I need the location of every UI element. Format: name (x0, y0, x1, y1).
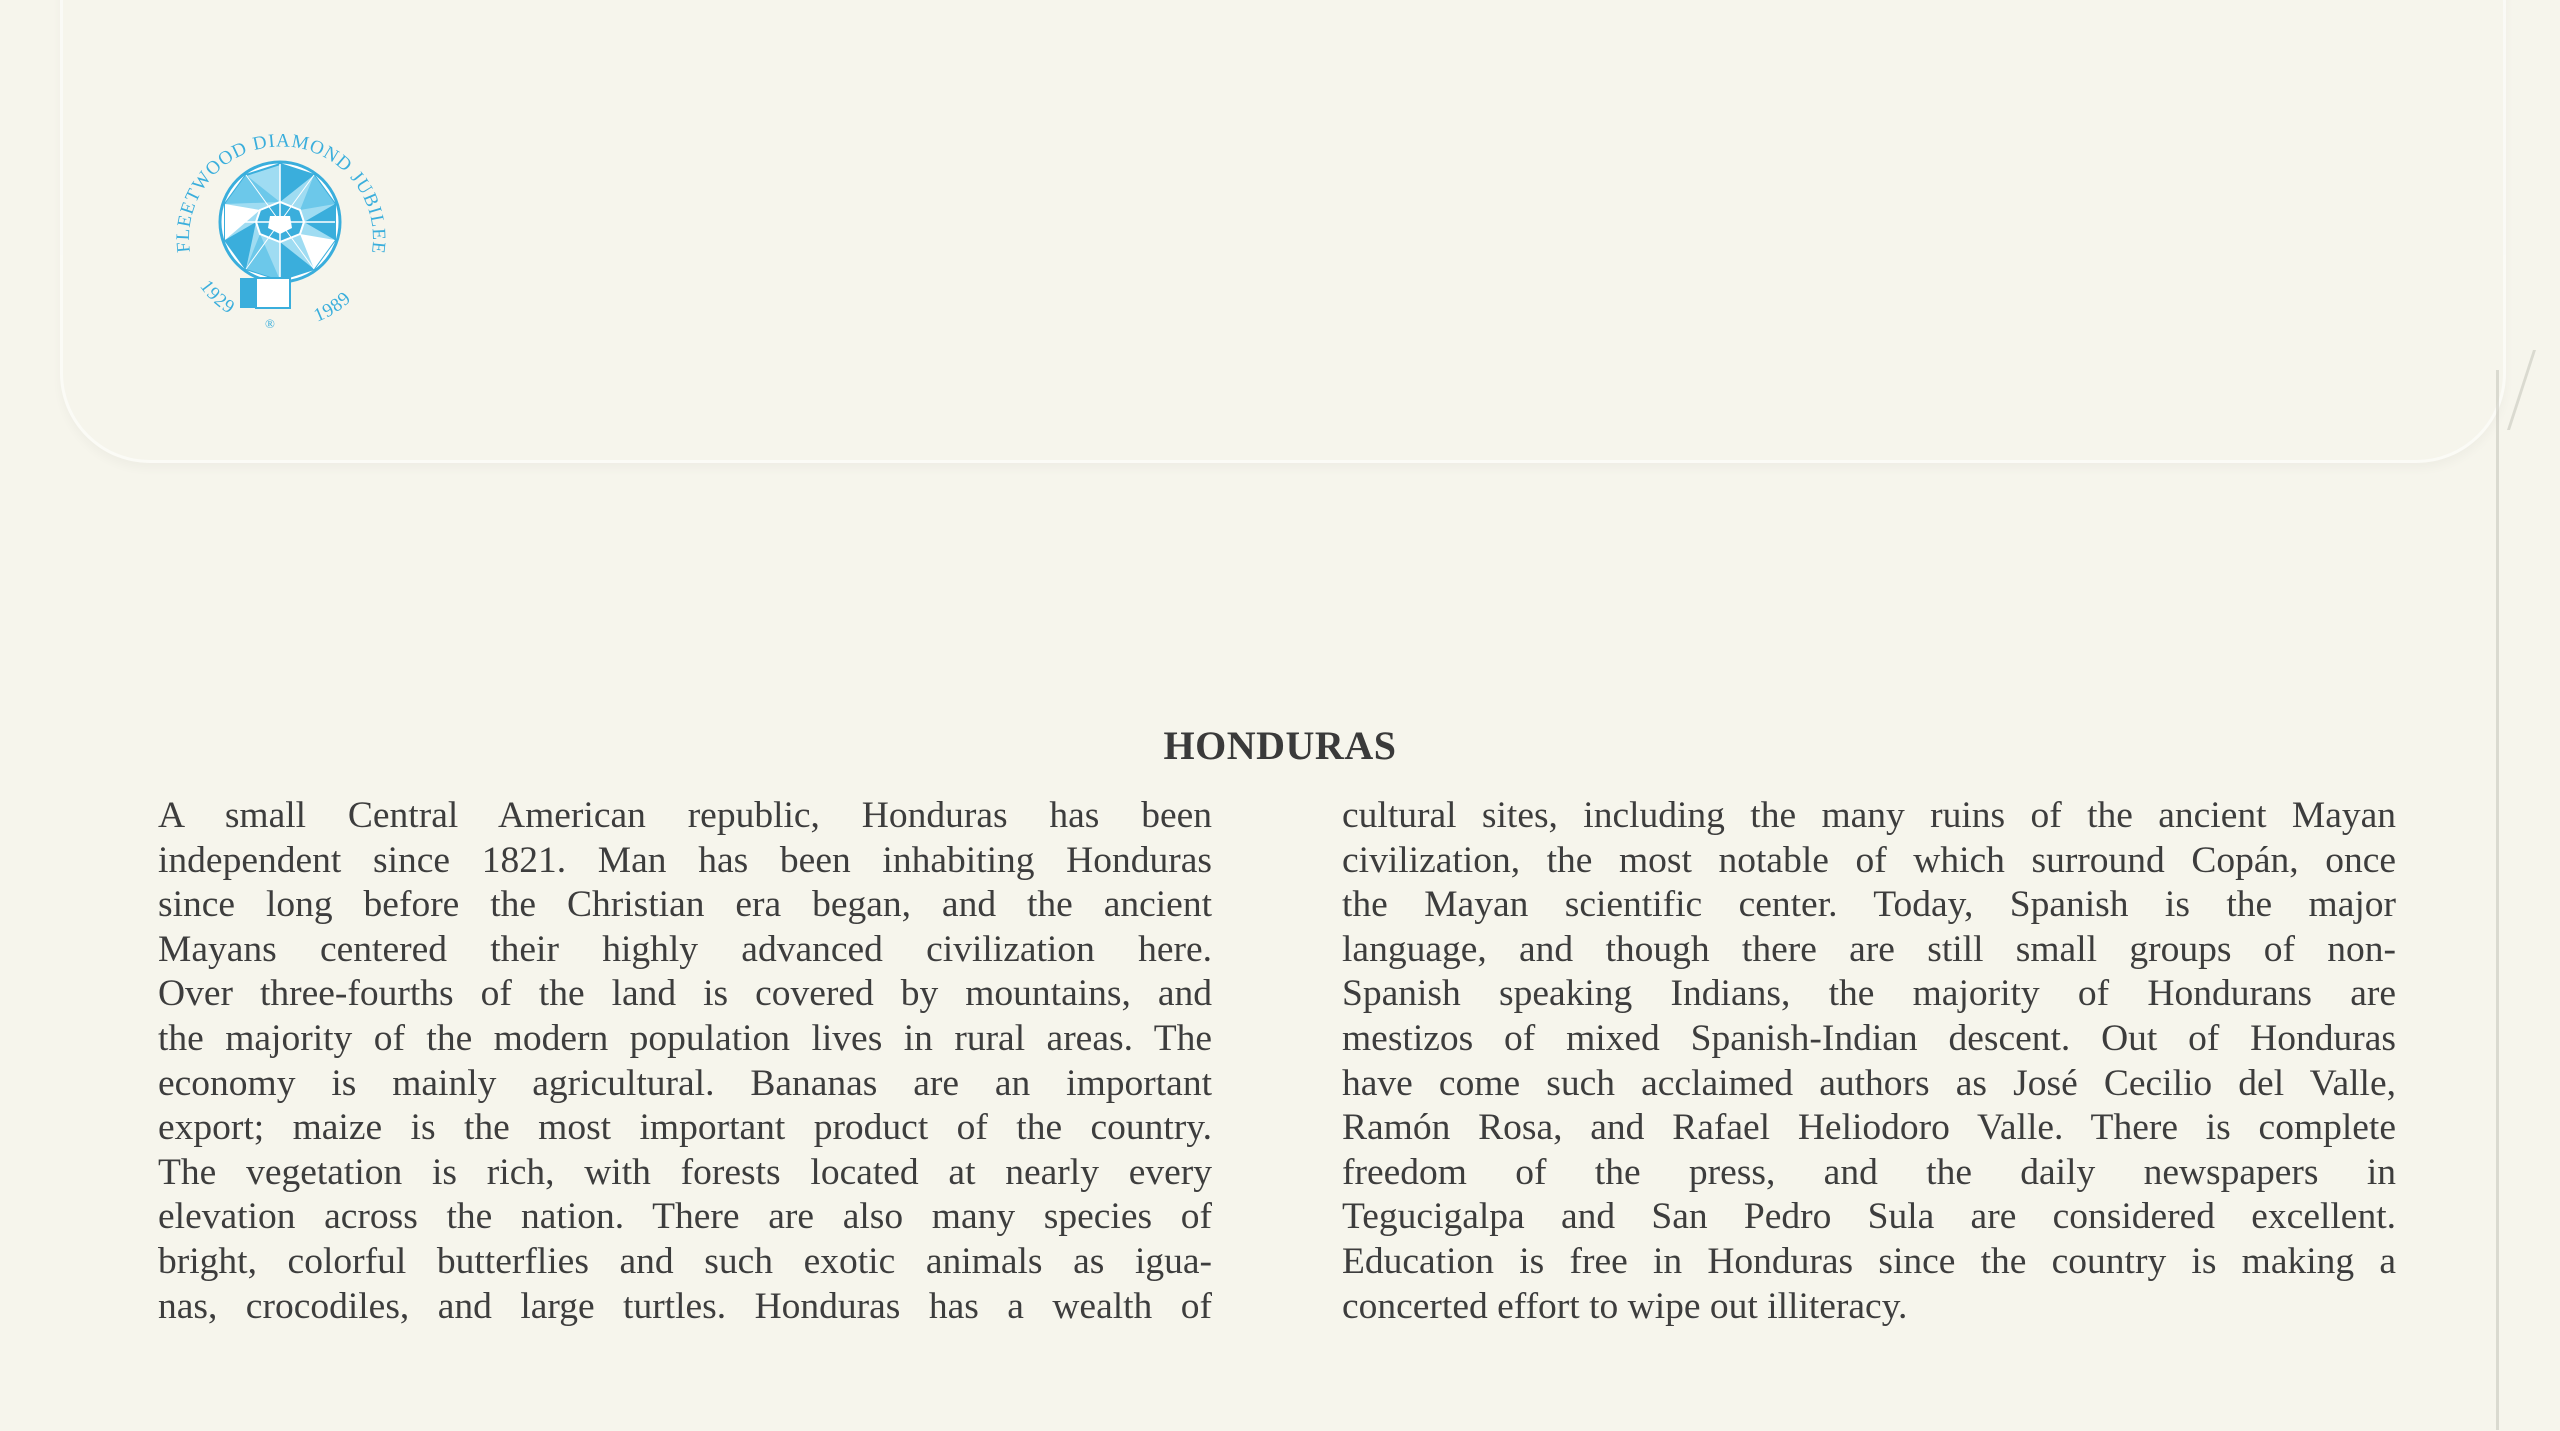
article-line: bright, colorful butterflies and such exotic animals as igua- (158, 1240, 1212, 1282)
article-line: the Mayan scientific center. Today, Spanish is the major (1342, 884, 2396, 926)
envelope-right-edge (2496, 370, 2499, 1430)
logo-year-end: 1989 (310, 287, 356, 327)
svg-text:1929 (196, 276, 239, 318)
article-line: since long before the Christian era began, and the ancient (158, 884, 1212, 926)
article-line: have come such acclaimed authors as José Cecilio del Valle, (1342, 1062, 2396, 1104)
article-line: language, and though there are still small groups of non- (1342, 928, 2396, 970)
logo-ring-text: FLEETWOOD DIAMOND JUBILEE (172, 130, 390, 256)
registered-mark: ® (265, 316, 275, 331)
article-column-right (1342, 794, 2396, 1329)
article-line: Ramón Rosa, and Rafael Heliodoro Valle. There is complete (1342, 1107, 2396, 1149)
article-line: freedom of the press, and the daily newspapers in (1342, 1151, 2396, 1193)
envelope-flap (60, 0, 2506, 463)
article-line: Tegucigalpa and San Pedro Sula are considered excellent. (1342, 1196, 2396, 1238)
article-line: civilization, the most notable of which surround Copán, once (1342, 839, 2396, 881)
article-line: economy is mainly agricultural. Bananas are an important (158, 1062, 1212, 1104)
diamond-icon (220, 162, 340, 282)
article-line: the majority of the modern population lives in rural areas. The (158, 1017, 1212, 1059)
article-line: independent since 1821. Man has been inhabiting Honduras (158, 839, 1212, 881)
article-line: The vegetation is rich, with forests located at nearly every (158, 1151, 1212, 1193)
article-line: Mayans centered their highly advanced civilization here. (158, 928, 1212, 970)
article-title: HONDURAS (1163, 723, 1397, 768)
article-line: Over three-fourths of the land is covered by mountains, and (158, 973, 1212, 1015)
article-line: export; maize is the most important product of the country. (158, 1107, 1212, 1149)
article-line: nas, crocodiles, and large turtles. Honduras has a wealth of (158, 1285, 1212, 1327)
article-line: mestizos of mixed Spanish-Indian descent. Out of Honduras (1342, 1017, 2396, 1059)
logo-box-icon (240, 278, 290, 308)
fleetwood-diamond-jubilee-logo (160, 102, 400, 342)
article-column-left (158, 794, 1212, 1329)
logo-year-start: 1929 (195, 276, 239, 319)
article-line: A small Central American republic, Honduras has been (158, 795, 1212, 836)
article-line: elevation across the nation. There are also many species of (158, 1196, 1212, 1238)
article-line: concerted effort to wipe out illiteracy. (1342, 1285, 1908, 1327)
article-line: Spanish speaking Indians, the majority of Hondurans are (1342, 973, 2396, 1015)
article-line: Education is free in Honduras since the country is making a (1342, 1240, 2396, 1282)
svg-text:1989 (311, 288, 356, 327)
article-line: cultural sites, including the many ruins of the ancient Mayan (1342, 795, 2396, 836)
